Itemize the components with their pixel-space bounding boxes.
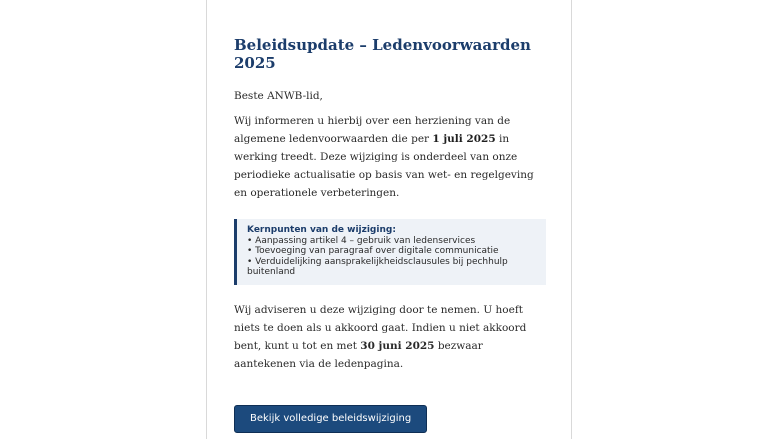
advice-text-end: bezwaar aantekenen via de ledenpagina. xyxy=(234,339,483,370)
advice-paragraph xyxy=(234,301,546,373)
key-points-list xyxy=(247,236,536,278)
objection-deadline: 30 juni 2025 xyxy=(360,339,435,352)
email-card xyxy=(206,0,572,439)
effective-date: 1 juli 2025 xyxy=(432,133,496,145)
greeting: Beste ANWB-lid, xyxy=(234,90,323,102)
key-point-item: • Toevoeging van paragraaf over digitale communicatie xyxy=(247,246,536,257)
intro-text-end: in werking treedt. Deze wijziging is onderdeel van onze periodieke actualisatie op basis van wet- en regelgeving en operationele verbeteringen. xyxy=(234,133,534,199)
email-content xyxy=(234,36,546,433)
advice-text-start: Wij adviseren u deze wijziging door te nemen. U hoeft niets te doen als u akkoord gaat. Indien u niet akkoord bent, kunt u tot en met xyxy=(234,303,527,352)
intro-paragraph xyxy=(234,112,546,202)
callout-title: Kernpunten van de wijziging: xyxy=(247,225,396,235)
view-policy-button[interactable]: Bekijk volledige beleidswijziging xyxy=(234,405,427,433)
intro-text-start: Wij informeren u hierbij over een herziening van de algemene ledenvoorwaarden die per xyxy=(234,115,511,145)
key-point-item: • Aanpassing artikel 4 – gebruik van ledenservices xyxy=(247,236,536,247)
key-points-callout xyxy=(234,219,546,285)
email-title: Beleidsupdate – Ledenvoorwaarden 2025 xyxy=(234,36,531,72)
key-point-item: • Verduidelijking aansprakelijkheidsclausules bij pechhulp buitenland xyxy=(247,257,536,278)
